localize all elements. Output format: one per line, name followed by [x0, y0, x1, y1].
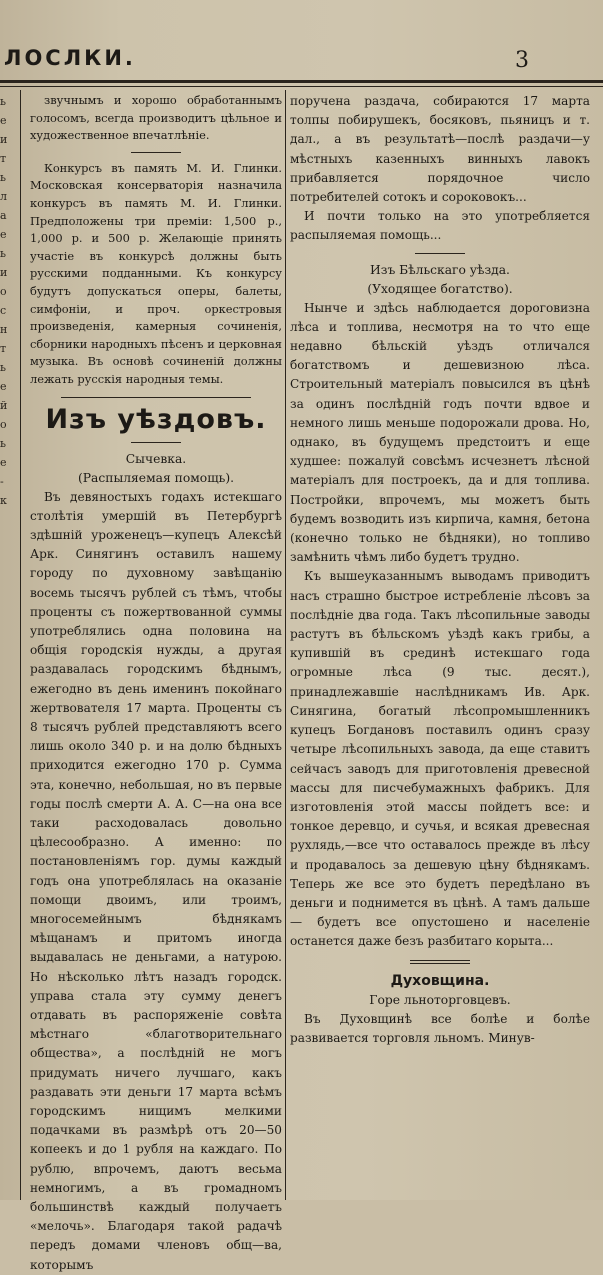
separator: [131, 442, 181, 443]
edge-fragment: к: [0, 494, 7, 507]
separator: [61, 397, 251, 398]
edge-fragment: л: [0, 190, 7, 203]
right-column: [290, 92, 590, 1200]
header-rule-thick: [0, 80, 603, 83]
running-head: ЛОСЛКИ.: [4, 46, 136, 70]
edge-fragment: е: [0, 228, 7, 241]
article-subtitle: (Распыляемая помощь).: [77, 470, 235, 485]
article-subtitle: (Уходящее богатство).: [367, 281, 513, 296]
left-column: [30, 92, 282, 1272]
edge-fragment: и: [0, 133, 8, 146]
edge-fragment: е: [0, 456, 7, 469]
edge-fragment: е: [0, 380, 7, 393]
separator: [410, 960, 470, 964]
edge-fragment: ь: [0, 95, 6, 108]
music-notes: [30, 92, 282, 389]
edge-fragment: о: [0, 285, 7, 298]
edge-fragment: ь: [0, 361, 6, 374]
edge-fragment: т: [0, 152, 7, 165]
page-number: 3: [515, 48, 529, 73]
separator: [131, 152, 181, 153]
article-body: Въ Духовщинѣ все болѣе и болѣе развивается торговля льномъ. Минув-: [290, 1011, 590, 1045]
cropped-column-fragments: [0, 92, 12, 510]
article-place: Духовщина.: [390, 972, 490, 989]
edge-fragment: -: [0, 475, 4, 488]
edge-fragment: ь: [0, 171, 6, 184]
glinka-contest-note: Конкурсъ въ память М. И. Глинки. Московская консерваторія назначила конкурсъ въ память М. И. Глинки. Предположены три преміи: 1,500 р., 1,000 р. и 500 р. Желающіе принять участіе въ конкурсѣ должны быть русскими подданными. Къ конкурсу будутъ допускаться оперы, балеты, симфоніи, и проч. оркестровыя произведенія, камерныя сочиненія, сборники народныхъ пѣсенъ и церковная музыка. Въ основѣ сочиненій должны лежать русскія народныя темы.: [30, 160, 282, 386]
edge-fragment: о: [0, 418, 7, 431]
header-rule-thin: [0, 86, 603, 87]
article-body: Нынче и здѣсь наблюдается дороговизна лѣса и топлива, несмотря на то что еще недавно бѣльскій уѣздъ отличался богатствомъ и дешевизною лѣса. Строительный матеріалъ повысился въ цѣнѣ за одинъ послѣдній годъ почти вдвое и немного лишь меньше подорожали дрова. Но, однако, въ будущемъ предстоитъ и еще худшее: пожалуй совсѣмъ исчезнетъ лѣсной матеріалъ для построекъ, да и для топлива. Постройки, впрочемъ, мы можетъ быть будемъ возводить изъ кирпича, камня, бетона (конечно только не бѣдняки), но топливо замѣнить чѣмъ либо будетъ трудно.: [290, 300, 590, 565]
edge-fragment: т: [0, 342, 7, 355]
edge-fragment: е: [0, 114, 7, 127]
edge-fragment: н: [0, 323, 8, 336]
column-divider-left: [20, 90, 21, 1200]
edge-fragment: а: [0, 209, 7, 222]
edge-fragment: и: [0, 266, 8, 279]
edge-fragment: ь: [0, 437, 6, 450]
article-body: Къ вышеуказаннымъ выводамъ приводитъ насъ страшно быстрое истребленіе лѣсовъ за послѣдніе два года. Такъ лѣсопильные заводы растутъ въ бѣльскомъ уѣздѣ какъ грибы, а купившій въ срединѣ истекшаго года огромные лѣса (9 тыс. десят.), принадлежавшіе наслѣдникамъ Ив. Арк. Синягина, богатый лѣсопромышленникъ купецъ Богдановъ поставилъ одинъ сразу четыре лѣсопильныхъ завода, да еще ставитъ сейчасъ заводъ для приготовленія древесной массы для писчебумажныхъ фабрикъ. Для изготовленія этой массы пойдетъ все: и тонкое деревцо, и сучья, и всякая древесная рухлядь,—все что оставалось прежде въ лѣсу и продавалось за дешевую цѣну бѣднякамъ. Теперь же все это будетъ передѣлано въ деньги и поднимется въ цѣнѣ. А тамъ дальше — будетъ все опустошено и населеніе останется даже безъ разбитаго корыта...: [290, 569, 590, 949]
concert-note: звучнымъ и хорошо обработаннымъ голосомъ, всегда производитъ цѣльное и художественное впечатлѣніе.: [30, 93, 282, 143]
separator: [415, 253, 465, 254]
article-place: Изъ Бѣльскаго уѣзда.: [370, 262, 510, 277]
article-subtitle: Горе льноторговцевъ.: [369, 992, 511, 1007]
article-conclusion: И почти только на это употребляется распыляемая помощь...: [290, 209, 590, 243]
article-continuation: поручена раздача, собираются 17 марта толпы побирушекъ, босяковъ, пьяницъ и т. дал., а въ результатѣ—послѣ раздачи—у мѣстныхъ казенныхъ винныхъ лавокъ прибавляется порядочное число потребителей сотокъ и сороковокъ...: [290, 94, 590, 205]
edge-fragment: й: [0, 399, 8, 412]
edge-fragment: ь: [0, 247, 6, 260]
article-body: Въ девяностыхъ годахъ истекшаго столѣтія умершій въ Петербургѣ здѣшній уроженецъ—купецъ Алексѣй Арк. Синягинъ оставилъ нашему городу по духовному завѣщанію восемь тысячъ рублей съ тѣмъ, чтобы проценты съ пожертвованной суммы употреблялись одна половина на общія городскія нужды, а другая раздавалась городскимъ бѣднымъ, ежегодно въ день именинъ покойнаго жертвователя 17 марта. Проценты съ 8 тысячъ рублей представляютъ всего лишь около 340 р. и на долю бѣдныхъ приходится ежегодно 170 р. Сумма эта, конечно, небольшая, но въ первые годы послѣ смерти А. А. С—на она все таки расходовалась довольно цѣлесообразно. А именно: по постановленіямъ гор. думы каждый годъ она употреблялась на оказаніе помощи двоимъ, или троимъ, многосемейнымъ бѣднякамъ мѣщанамъ и притомъ иногда выдавалась не деньгами, а натурою. Но нѣсколько лѣтъ назадъ городск. управа стала эту сумму денегъ отдавать въ распоряженіе совѣта мѣстнаго «благотворительнаго общества», а послѣдній не могъ придумать ничего лучшаго, какъ раздавать эти деньги 17 марта всѣмъ городскимъ нищимъ мелкими подачками въ размѣрѣ отъ 20—50 копеекъ и до 1 рубля на каждаго. По рублю, впрочемъ, даютъ весьма немногимъ, а въ громадномъ большинствѣ каждый получаетъ «мелочь». Благодаря такой радачѣ передъ домами членовъ общ—ва, которымъ: [30, 489, 282, 1272]
edge-fragment: с: [0, 304, 7, 317]
section-title: Изъ уѣздовъ.: [45, 403, 267, 435]
column-divider-center: [285, 90, 286, 1200]
article-place: Сычевка.: [125, 451, 187, 466]
